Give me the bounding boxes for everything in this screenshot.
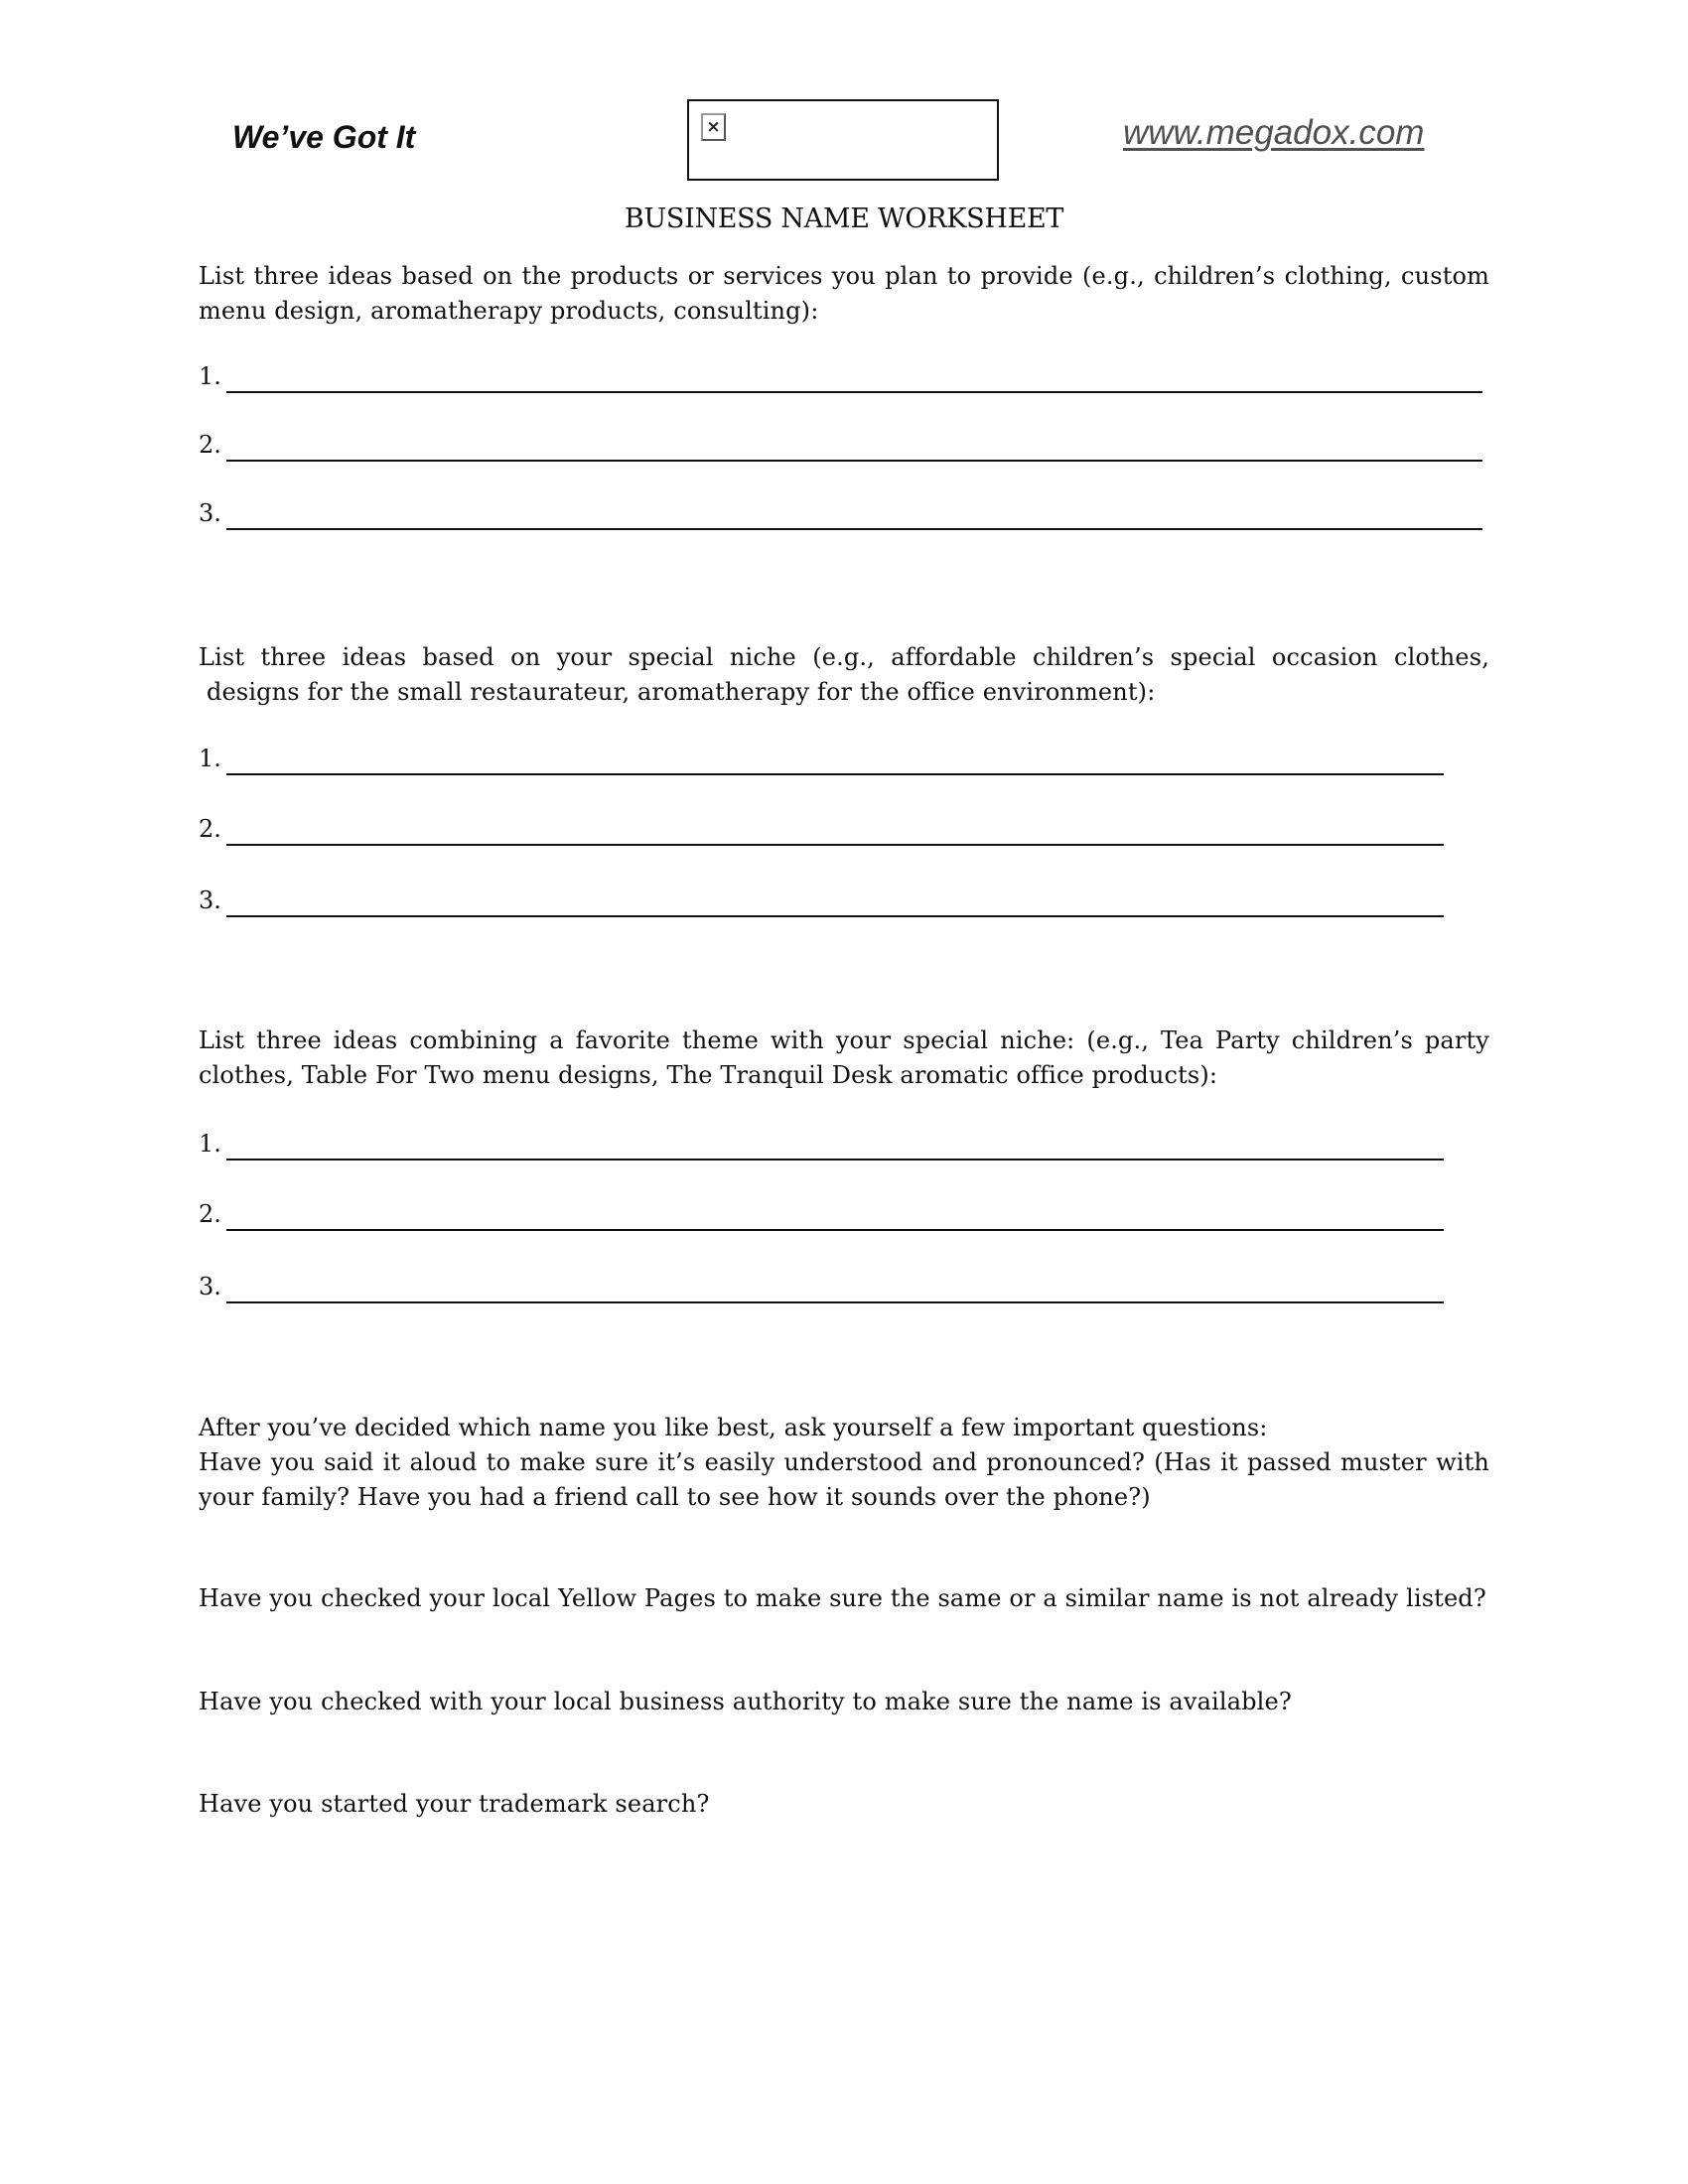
- item-number: 3.: [199, 499, 221, 527]
- item-number: 1.: [199, 1130, 221, 1158]
- prompt-line: designs for the small restaurateur, aromatherapy for the office environment):: [207, 678, 1156, 706]
- item-number: 2.: [199, 1200, 221, 1228]
- item-number: 1.: [199, 362, 221, 390]
- broken-image-icon: ×: [701, 113, 726, 141]
- question-trademark: [199, 1787, 1489, 1822]
- prompt-line: List three ideas based on the products or services you plan to provide (e.g., children’s clothing, custom: [199, 262, 1489, 290]
- prompt-line: clothes, Table For Two menu designs, The Tranquil Desk aromatic office products):: [199, 1061, 1218, 1089]
- question-text: Have you checked your local Yellow Pages to make sure the same or a similar name is not already listed?: [199, 1584, 1486, 1612]
- intro-line: After you’ve decided which name you like best, ask yourself a few important questions:: [199, 1414, 1268, 1441]
- prompt-line: List three ideas based on your special niche (e.g., affordable children’s special occasion clothes,: [199, 643, 1489, 671]
- section-2-answer-3[interactable]: [199, 882, 1445, 917]
- question-business-authority: [199, 1685, 1489, 1719]
- item-number: 1.: [199, 745, 221, 772]
- answer-line[interactable]: [226, 1229, 1444, 1231]
- logo-image-frame: [687, 99, 999, 181]
- answer-line[interactable]: [226, 528, 1482, 530]
- section-1-prompt: [199, 259, 1489, 329]
- question-yellow-pages: [199, 1581, 1489, 1616]
- section-3-answer-2[interactable]: [199, 1195, 1445, 1231]
- item-number: 2.: [199, 431, 221, 459]
- brand-logo-text: We’ve Got It: [232, 119, 416, 155]
- section-2-answer-1[interactable]: [199, 740, 1445, 775]
- answer-line[interactable]: [226, 460, 1482, 462]
- prompt-line: menu design, aromatherapy products, consulting):: [199, 297, 819, 325]
- intro-line: your family? Have you had a friend call to see how it sounds over the phone?): [199, 1483, 1151, 1511]
- section-2-answer-2[interactable]: [199, 810, 1445, 846]
- answer-line[interactable]: [226, 844, 1444, 846]
- answer-line[interactable]: [226, 1301, 1444, 1303]
- questions-intro: [199, 1411, 1489, 1515]
- section-2-prompt: [199, 640, 1489, 710]
- website-link[interactable]: www.megadox.com: [1123, 113, 1425, 152]
- page-title: BUSINESS NAME WORKSHEET: [624, 204, 1064, 234]
- intro-line: Have you said it aloud to make sure it’s easily understood and pronounced? (Has it passed muster with: [199, 1448, 1489, 1476]
- section-3-prompt: [199, 1024, 1489, 1093]
- item-number: 3.: [199, 1273, 221, 1300]
- question-text: Have you started your trademark search?: [199, 1790, 710, 1818]
- section-3-answer-1[interactable]: [199, 1125, 1445, 1160]
- section-1-answer-1[interactable]: [199, 357, 1484, 393]
- section-1-answer-3[interactable]: [199, 494, 1484, 530]
- item-number: 3.: [199, 887, 221, 914]
- item-number: 2.: [199, 815, 221, 843]
- section-1-answer-2[interactable]: [199, 426, 1484, 462]
- answer-line[interactable]: [226, 915, 1444, 917]
- section-3-answer-3[interactable]: [199, 1268, 1445, 1303]
- answer-line[interactable]: [226, 391, 1482, 393]
- answer-line[interactable]: [226, 1159, 1444, 1160]
- answer-line[interactable]: [226, 773, 1444, 775]
- question-text: Have you checked with your local business authority to make sure the name is available?: [199, 1688, 1292, 1715]
- prompt-line: List three ideas combining a favorite theme with your special niche: (e.g., Tea Party children’s party: [199, 1026, 1489, 1054]
